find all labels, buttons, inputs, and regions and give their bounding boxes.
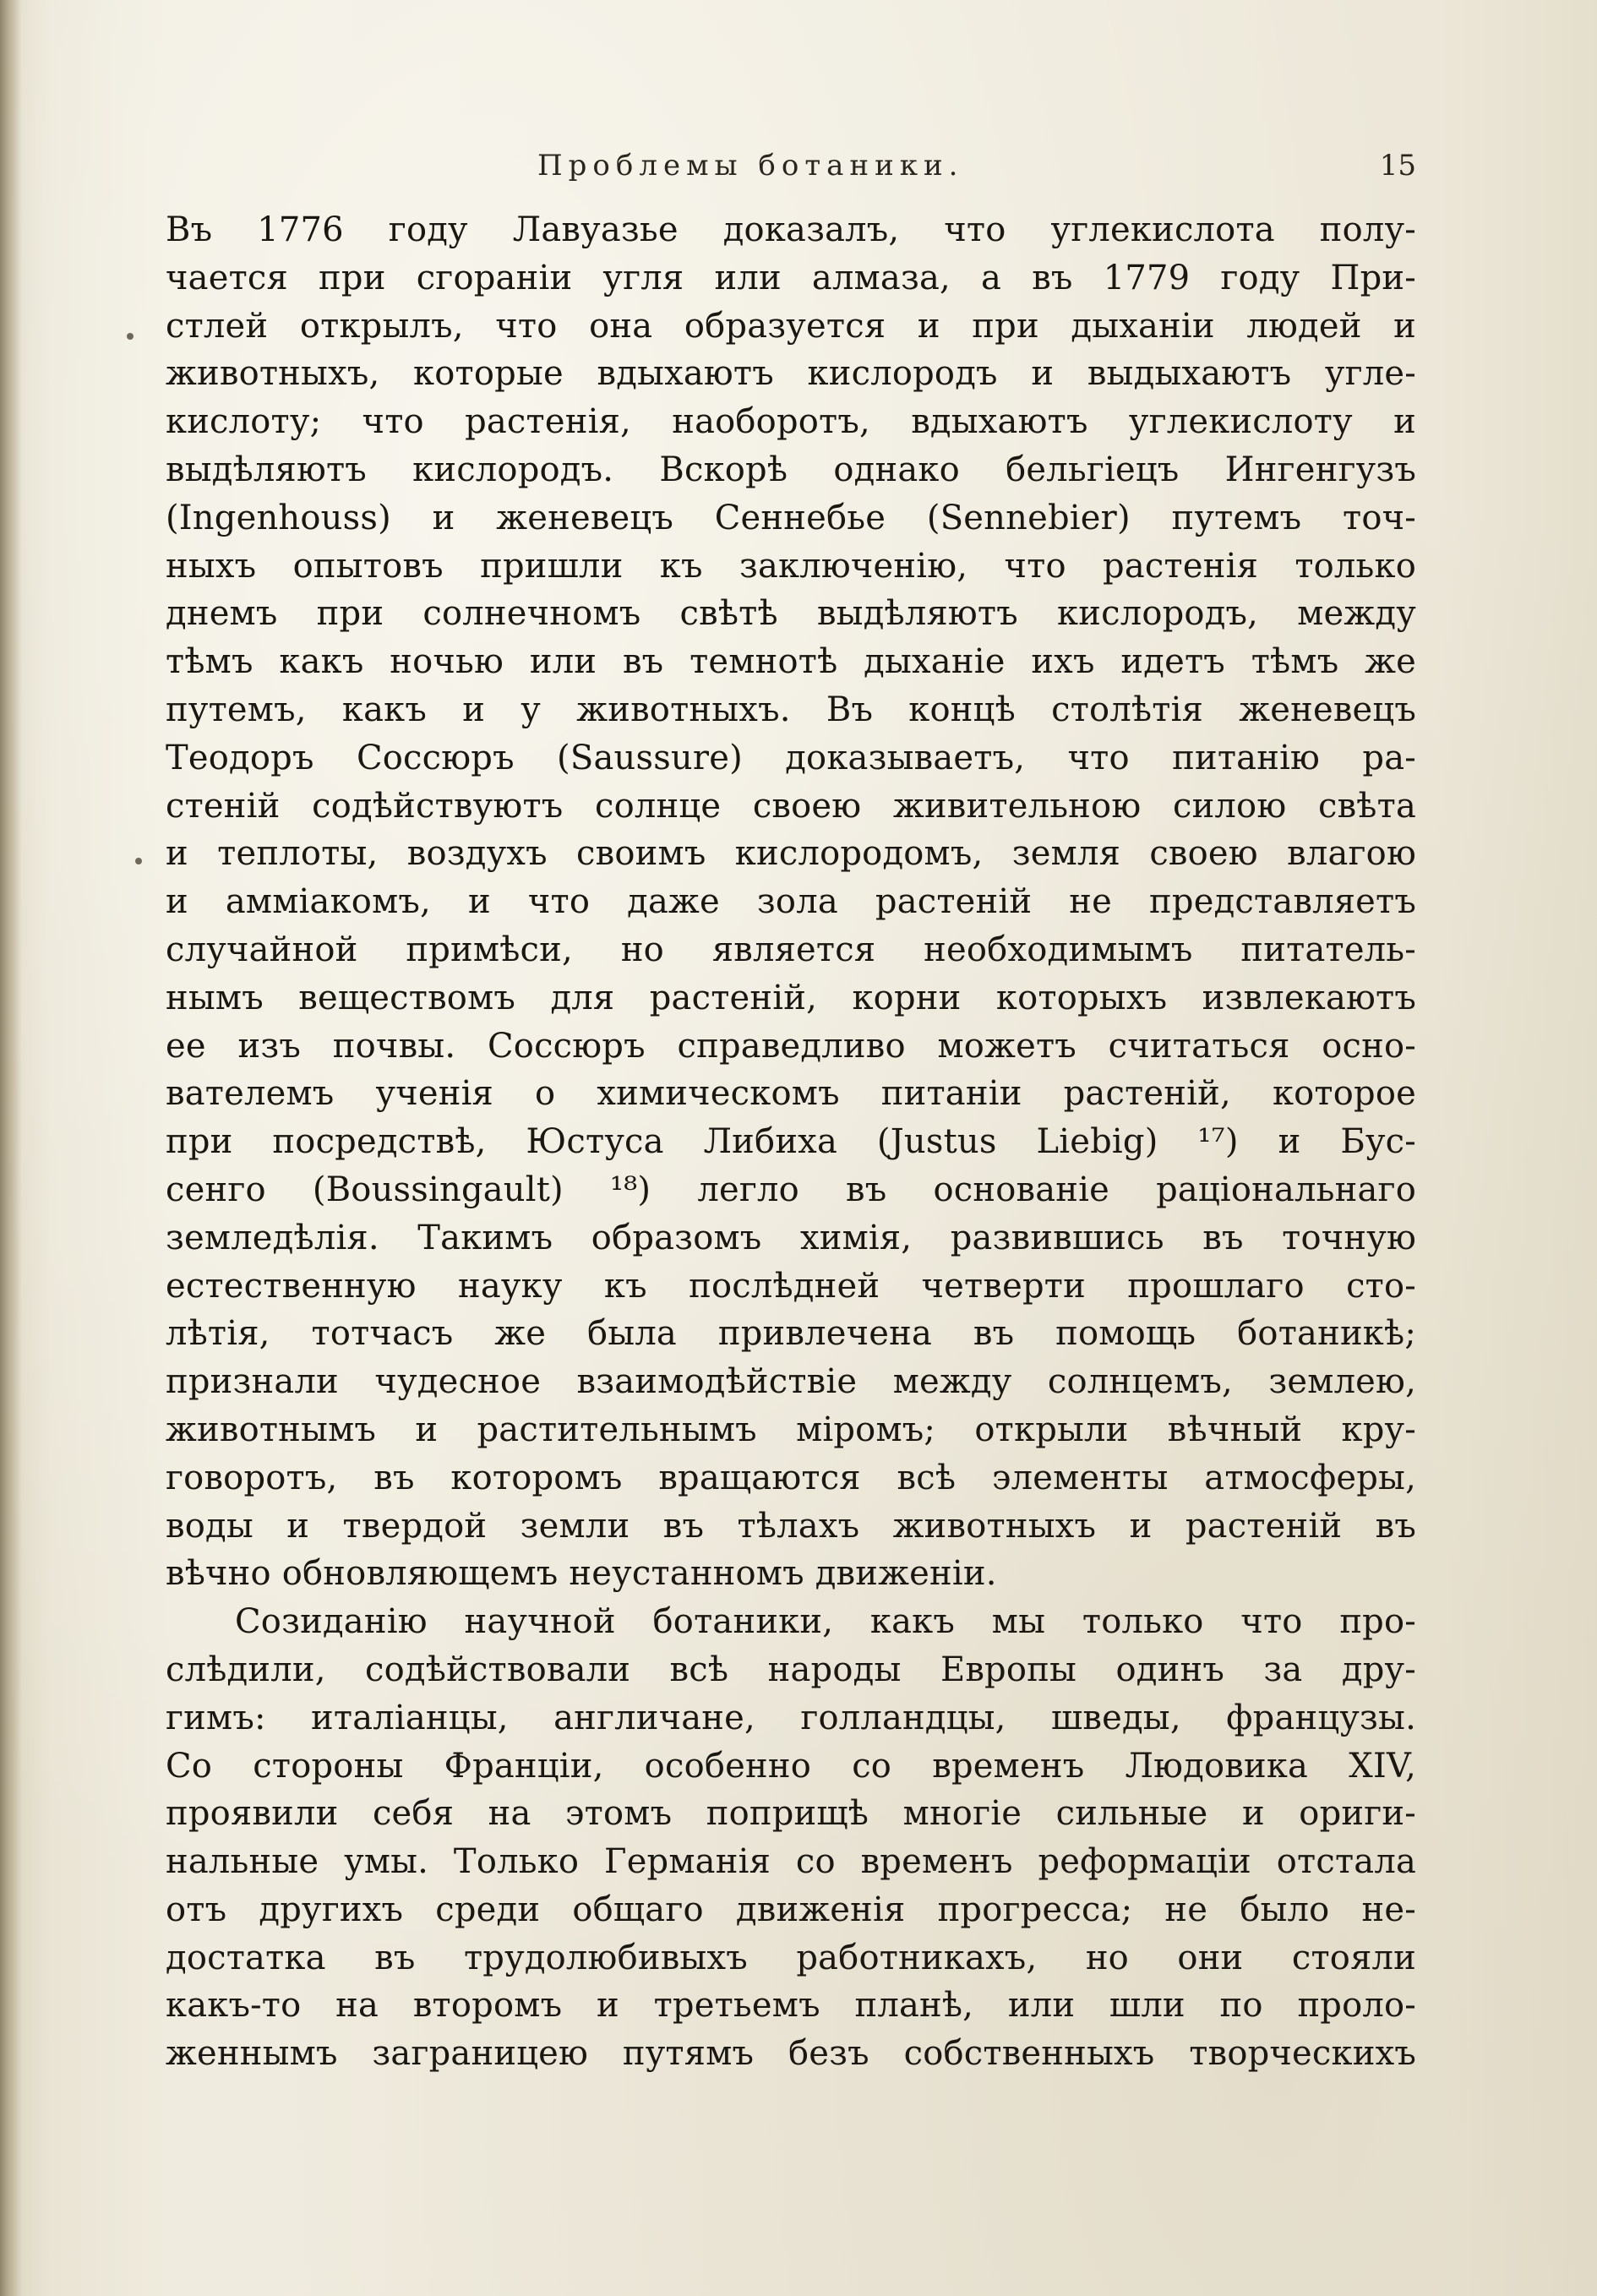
text-line: кислоту; что растенія, наоборотъ, вдыхаютъ углекислоту и [166,402,1416,442]
text-line: слѣдили, содѣйствовали всѣ народы Европы одинъ за дру- [166,1650,1416,1689]
text-line: и теплоты, воздухъ своимъ кислородомъ, земля своею влагою [166,834,1416,874]
text-line: лѣтія, тотчасъ же была привлечена въ помощь ботаникѣ; [166,1314,1416,1354]
text-line: Въ 1776 году Лавуазье доказалъ, что углекислота полу- [166,210,1416,249]
text-line: животныхъ, которые вдыхаютъ кислородъ и выдыхаютъ угле- [166,354,1416,394]
text-line: признали чудесное взаимодѣйствіе между солнцемъ, землею, [166,1362,1416,1402]
paragraph-2 [166,1598,1416,2078]
text-line: вателемъ ученія о химическомъ питаніи растеній, которое [166,1074,1416,1114]
text-line: стеній содѣйствуютъ солнце своею живительною силою свѣта [166,786,1416,826]
text-line: вѣчно обновляющемъ неустанномъ движеніи. [166,1554,997,1594]
text-line: чается при сгораніи угля или алмаза, а въ 1779 году При- [166,258,1416,297]
text-line: случайной примѣси, но является необходимымъ питатель- [166,930,1416,969]
text-line: (Ingenhouss) и женевецъ Сеннебье (Sennebier) путемъ точ- [166,498,1416,537]
text-line: земледѣлія. Такимъ образомъ химія, развившись въ точную [166,1218,1416,1257]
binding-shadow [0,0,22,2296]
text-line: нымъ веществомъ для растеній, корни которыхъ извлекаютъ [166,978,1416,1017]
text-line: достатка въ трудолюбивыхъ работникахъ, но они стояли [166,1938,1416,1977]
body-text [166,206,1416,2078]
text-line: тѣмъ какъ ночью или въ темнотѣ дыханіе ихъ идетъ тѣмъ же [166,642,1416,682]
text-line: воды и твердой земли въ тѣлахъ животныхъ и растеній въ [166,1506,1416,1546]
paragraph-1 [166,206,1416,1598]
text-line: сенго (Boussingault) ¹⁸) легло въ основаніе раціональнаго [166,1170,1416,1209]
margin-speck [127,333,134,340]
text-line: Теодоръ Соссюръ (Saussure) доказываетъ, что питанію ра- [166,738,1416,777]
text-line: женнымъ заграницею путямъ безъ собственныхъ творческихъ [166,2034,1416,2074]
text-line: ее изъ почвы. Соссюръ справедливо можетъ считаться осно- [166,1026,1416,1066]
text-line: стлей открылъ, что она образуется и при дыханіи людей и [166,306,1416,346]
text-line: Со стороны Франціи, особенно со временъ Людовика XIV, [166,1746,1416,1786]
text-line: выдѣляютъ кислородъ. Вскорѣ однако бельгіецъ Ингенгузъ [166,450,1416,489]
text-line: при посредствѣ, Юстуса Либиха (Justus Liebig) ¹⁷) и Бус- [166,1122,1416,1162]
text-line: ныхъ опытовъ пришли къ заключенію, что растенія только [166,546,1416,586]
text-line: животнымъ и растительнымъ міромъ; открыли вѣчный кру- [166,1410,1416,1449]
text-line: нальные умы. Только Германія со временъ реформаціи отстала [166,1842,1416,1882]
text-line: естественную науку къ послѣдней четверти прошлаго сто- [166,1266,1416,1306]
running-head [166,142,1416,189]
text-line: днемъ при солнечномъ свѣтѣ выдѣляютъ кислородъ, между [166,594,1416,634]
text-line: отъ другихъ среди общаго движенія прогресса; не было не- [166,1890,1416,1929]
text-line: проявили себя на этомъ поприщѣ многіе сильные и ориги- [166,1794,1416,1834]
text-line: и аммiакомъ, и что даже зола растеній не представляетъ [166,882,1416,922]
text-line: путемъ, какъ и у животныхъ. Въ концѣ столѣтія женевецъ [166,690,1416,729]
text-line: Созиданію научной ботаники, какъ мы только что про- [235,1602,1416,1642]
text-line: говоротъ, въ которомъ вращаются всѣ элементы атмосферы, [166,1458,1416,1497]
running-title: Проблемы ботаники. [537,149,964,183]
page-number: 15 [1379,149,1416,183]
text-line: гимъ: италіанцы, англичане, голландцы, шведы, французы. [166,1698,1416,1737]
margin-speck [135,858,142,864]
text-line: какъ-то на второмъ и третьемъ планѣ, или шли по проло- [166,1986,1416,2026]
